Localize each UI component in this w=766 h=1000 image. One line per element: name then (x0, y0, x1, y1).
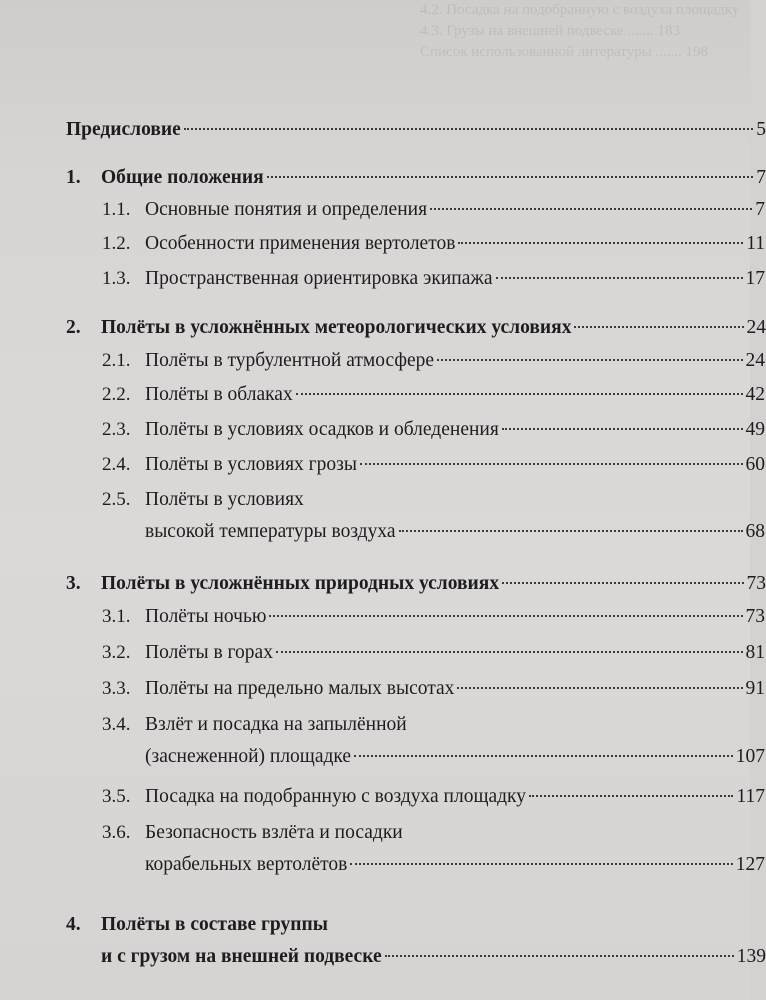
toc-page-number: 7 (755, 199, 765, 220)
toc-page-number: 73 (746, 573, 766, 594)
toc-entry-preface (0, 114, 766, 154)
toc-entry-number: 2.2. (102, 384, 131, 405)
toc-entry-2-5 (0, 484, 765, 554)
toc-entry-title (145, 414, 765, 446)
toc-entry-number: 2.4. (102, 454, 131, 475)
toc-entry-number: 3.3. (102, 678, 131, 699)
toc-entry-2-4 (0, 449, 765, 489)
toc-title-text: Полёты ночью (145, 606, 267, 627)
toc-title-text: Полёты в усложнённых природных условиях (101, 573, 500, 594)
toc-title-text: Безопасность взлёта и посадки (145, 822, 403, 843)
toc-title-text: Основные понятия и определения (145, 199, 428, 220)
toc-entry-title (145, 379, 765, 411)
dot-leader (267, 176, 754, 178)
toc-page-number: 17 (745, 268, 765, 289)
toc-entry-number: 1. (66, 167, 81, 188)
toc-page-number: 127 (735, 854, 765, 875)
toc-entry-number: 4. (66, 914, 81, 935)
toc-entry-title (145, 263, 765, 295)
toc-entry-3-3 (0, 673, 765, 713)
bleed-through-text (420, 0, 750, 100)
dot-leader (529, 795, 733, 797)
toc-entry-number: 2.5. (102, 489, 131, 510)
toc-title-text: Общие положения (101, 167, 264, 188)
dot-leader (430, 208, 752, 210)
toc-page-number: 117 (736, 786, 765, 807)
toc-entry-title (145, 194, 765, 226)
toc-entry-title (101, 162, 766, 194)
toc-title-text: Особенности применения вертолетов (145, 233, 456, 254)
toc-entry-2-3 (0, 414, 765, 454)
toc-page-number: 68 (745, 521, 765, 542)
toc-entry-number: 3.1. (102, 606, 131, 627)
toc-page-number: 24 (745, 350, 765, 371)
toc-page-number: 73 (745, 606, 765, 627)
dot-leader (360, 463, 743, 465)
toc-title-text: Полёты в турбулентной атмосфере (145, 350, 435, 371)
toc-entry-number: 2. (66, 317, 81, 338)
toc-entry-1-3 (0, 263, 765, 303)
toc-page-number: 81 (745, 642, 765, 663)
dot-leader (385, 955, 734, 957)
toc-entry-title (145, 673, 765, 705)
toc-entry-number: 3.2. (102, 642, 131, 663)
toc-title-text: Посадка на подобранную с воздуха площадку (145, 786, 527, 807)
toc-title-text: высокой температуры воздуха (145, 521, 396, 542)
toc-entry-number: 2.3. (102, 419, 131, 440)
toc-entry-number: 3.4. (102, 714, 131, 735)
toc-entry-title (145, 781, 765, 813)
toc-entry-title (145, 709, 765, 773)
dot-leader (457, 687, 742, 689)
toc-entry-title (145, 637, 765, 669)
toc-page-number: 7 (756, 167, 766, 188)
toc-title-text: Взлёт и посадка на запылённой (145, 714, 407, 735)
toc-entry-title (101, 312, 766, 344)
toc-title-text: Полёты в усложнённых метеорологических условиях (101, 317, 572, 338)
toc-title-text: Полёты в составе группы (101, 914, 328, 935)
toc-page-number: 91 (745, 678, 765, 699)
toc-page-number: 60 (745, 454, 765, 475)
toc-title-text: Пространственная ориентировка экипажа (145, 268, 493, 289)
toc-title-text: Полёты в облаках (145, 384, 293, 405)
toc-page-number: 24 (746, 317, 766, 338)
toc-entry-3-1 (0, 601, 765, 641)
toc-entry-title (101, 909, 766, 973)
toc-title-text: Полёты на предельно малых высотах (145, 678, 455, 699)
ghost-line: 4.3. Грузы на внешней подвеске ....... 183 (420, 23, 680, 39)
toc-title-text: Полёты в условиях (145, 489, 304, 510)
toc-entry-3-6 (0, 817, 765, 887)
toc-title-text: Полёты в условиях осадков и обледенения (145, 419, 499, 440)
toc-entry-number: 3. (66, 573, 81, 594)
toc-page-number: 11 (746, 233, 765, 254)
dot-leader (496, 277, 743, 279)
toc-entry-number: 3.5. (102, 786, 131, 807)
toc-entry-number: 1.1. (102, 199, 131, 220)
toc-entry-1-2 (0, 228, 765, 268)
toc-entry-title (145, 817, 765, 881)
toc-entry-title (145, 228, 765, 260)
toc-page-number: 49 (745, 419, 765, 440)
toc-entry-2-2 (0, 379, 765, 419)
toc-entry-3-5 (0, 781, 765, 821)
dot-leader (350, 863, 732, 865)
toc-title-text: и с грузом на внешней подвеске (101, 946, 382, 967)
toc-entry-title (145, 345, 765, 377)
dot-leader (458, 242, 743, 244)
dot-leader (296, 393, 743, 395)
dot-leader (502, 582, 743, 584)
toc-entry-3-2 (0, 637, 765, 677)
ghost-line: 4.2. Посадка на подобранную с воздуха площадку (420, 2, 740, 18)
dot-leader (184, 128, 753, 130)
dot-leader (269, 615, 742, 617)
toc-page-number: 139 (736, 946, 766, 967)
toc-entry-3-4 (0, 709, 765, 779)
dot-leader (276, 651, 743, 653)
toc-title-text: Полёты в горах (145, 642, 273, 663)
dot-leader (354, 755, 733, 757)
toc-entry-title (66, 114, 766, 146)
toc-entry-number: 1.2. (102, 233, 131, 254)
toc-title-text: Полёты в условиях грозы (145, 454, 357, 475)
toc-page-number: 107 (735, 746, 765, 767)
dot-leader (502, 428, 743, 430)
dot-leader (574, 326, 743, 328)
toc-entry-number: 2.1. (102, 350, 131, 371)
toc-page-number: 42 (745, 384, 765, 405)
toc-title-text: Предисловие (66, 119, 181, 140)
dot-leader (437, 359, 742, 361)
toc-entry-title (145, 484, 765, 548)
toc-entry-4 (0, 909, 766, 979)
toc-entry-title (145, 601, 765, 633)
dot-leader (399, 530, 743, 532)
toc-entry-number: 3.6. (102, 822, 131, 843)
toc-title-text: корабельных вертолётов (145, 854, 348, 875)
toc-entry-title (145, 449, 765, 481)
ghost-line: Список использованной литературы ....... 198 (420, 44, 708, 60)
toc-entry-number: 1.3. (102, 268, 131, 289)
toc-entry-title (101, 568, 766, 600)
toc-title-text: (заснеженной) площадке (145, 746, 352, 767)
toc-page-number: 5 (756, 119, 766, 140)
